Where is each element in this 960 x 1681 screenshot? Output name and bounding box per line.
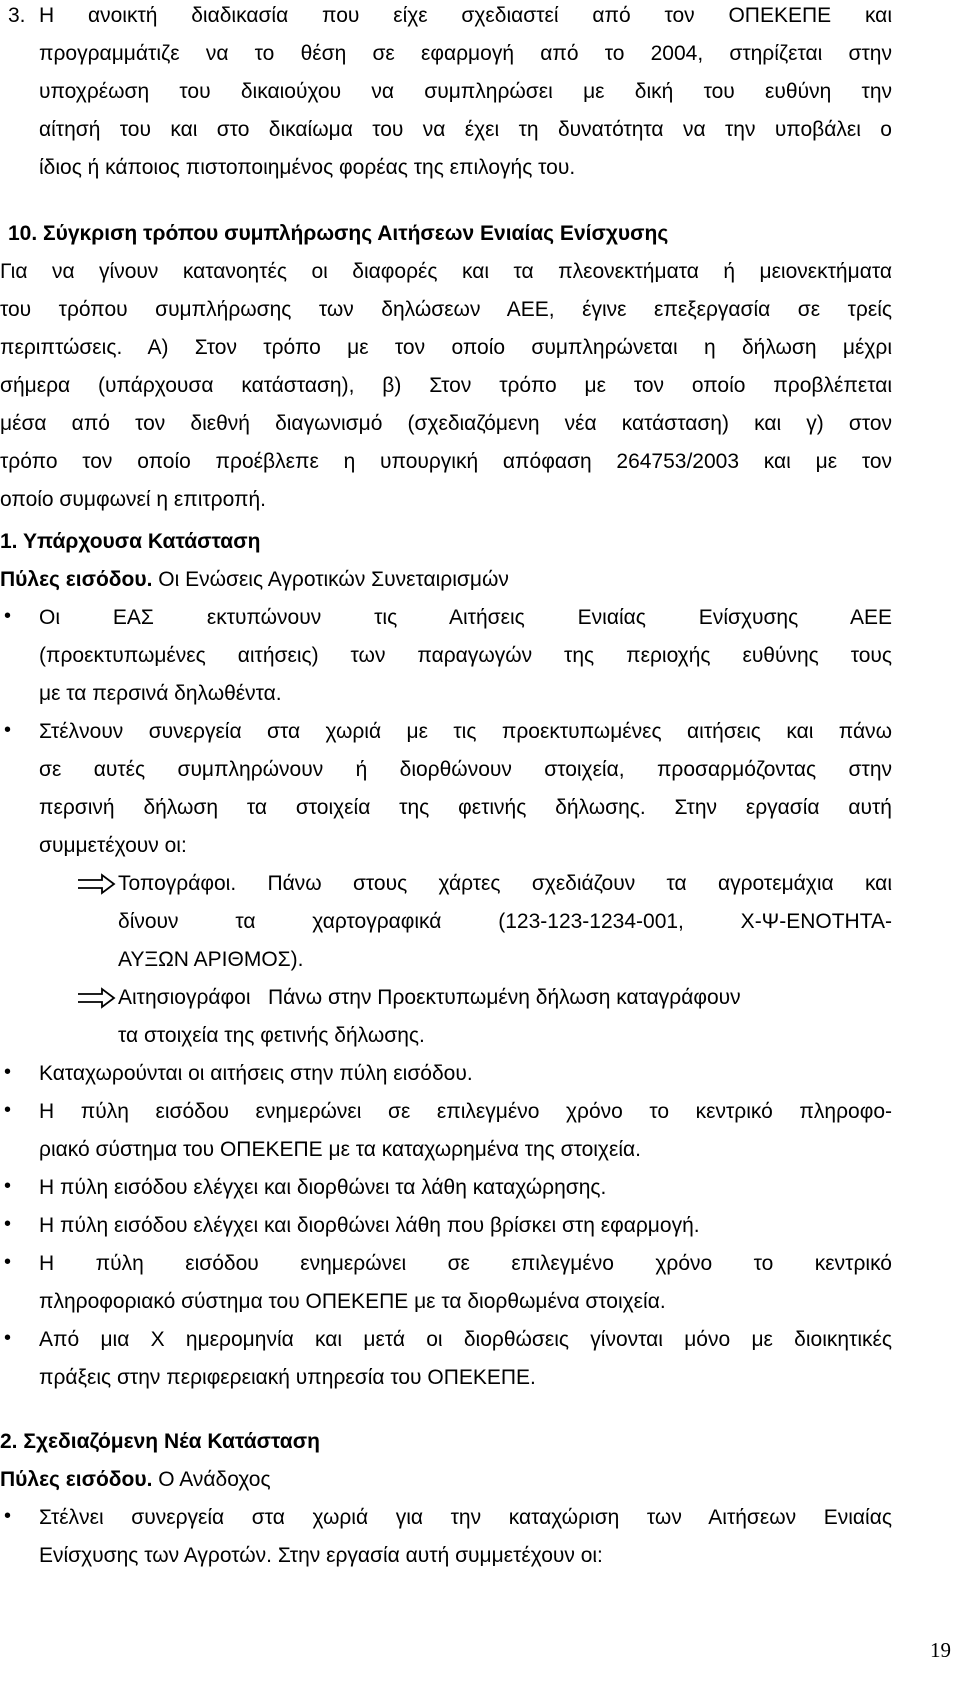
bullet-icon: •	[4, 1251, 12, 1273]
bullet-line: ριακό σύστημα του ΟΠΕΚΕΠΕ με τα καταχωρημένα της στοιχεία.	[39, 1138, 641, 1161]
gateway-value: Οι Ενώσεις Αγροτικών Συνεταιρισμών	[152, 568, 509, 591]
paragraph-line: περιπτώσεις. Α) Στον τρόπο με τον οποίο συμπληρώνεται η δήλωση μέχρι	[0, 336, 892, 359]
paragraph-line: σήμερα (υπάρχουσα κατάσταση), β) Στον τρόπο με τον οποίο προβλέπεται	[0, 374, 892, 397]
bullet-icon: •	[4, 1175, 12, 1197]
bullet-line: Στέλνει συνεργεία στα χωριά για την καταχώριση των Αιτήσεων Ενιαίας	[39, 1506, 892, 1529]
bullet-line: Οι ΕΑΣ εκτυπώνουν τις Αιτήσεις Ενιαίας Ενίσχυσης ΑΕΕ	[39, 606, 892, 629]
paragraph-line: του τρόπου συμπλήρωσης των δηλώσεων ΑΕΕ, έγινε επεξεργασία σε τρείς	[0, 298, 892, 321]
paragraph-line: τρόπο τον οποίο προέβλεπε η υπουργική απόφαση 264753/2003 και με τον	[0, 450, 892, 473]
bullet-icon: •	[4, 1327, 12, 1349]
sub-bullet-line: ΑΥΞΩΝ ΑΡΙΘΜΟΣ).	[118, 948, 304, 971]
gateway-line	[0, 568, 509, 592]
item-number: 3.	[8, 4, 26, 27]
subsection-heading: 2. Σχεδιαζόμενη Νέα Κατάσταση	[0, 1430, 320, 1453]
paragraph-line: μέσα από τον διεθνή διαγωνισμό (σχεδιαζόμενη νέα κατάσταση) και γ) στον	[0, 412, 892, 435]
bullet-icon: •	[4, 1505, 12, 1527]
gateway-line	[0, 1468, 271, 1492]
arrow-right-icon	[76, 872, 116, 896]
bullet-line: πράξεις στην περιφερειακή υπηρεσία του ΟΠΕΚΕΠΕ.	[39, 1366, 536, 1389]
subsection-heading: 1. Υπάρχουσα Κατάσταση	[0, 530, 261, 553]
bullet-line: Στέλνουν συνεργεία στα χωριά με τις προεκτυπωμένες αιτήσεις και πάνω	[39, 720, 892, 743]
bullet-line: (προεκτυπωμένες αιτήσεις) των παραγωγών της περιοχής ευθύνης τους	[39, 644, 892, 667]
intro-line: ίδιος ή κάποιος πιστοποιημένος φορέας της επιλογής του.	[39, 156, 576, 179]
bullet-icon: •	[4, 1099, 12, 1121]
bullet-line: Η πύλη εισόδου ενημερώνει σε επιλεγμένο χρόνο το κεντρικό πληροφο-	[39, 1100, 892, 1123]
bullet-line: σε αυτές συμπληρώνουν ή διορθώνουν στοιχεία, προσαρμόζοντας στην	[39, 758, 892, 781]
bullet-line: συμμετέχουν οι:	[39, 834, 187, 857]
bullet-line: Η πύλη εισόδου ενημερώνει σε επιλεγμένο χρόνο το κεντρικό	[39, 1252, 892, 1275]
intro-line: Η ανοικτή διαδικασία που είχε σχεδιαστεί από τον ΟΠΕΚΕΠΕ και	[39, 4, 892, 27]
intro-line: αίτησή του και στο δικαίωμα του να έχει τη δυνατότητα να την υποβάλει ο	[39, 118, 892, 141]
bullet-line: με τα περσινά δηλωθέντα.	[39, 682, 282, 705]
intro-line: προγραμμάτιζε να το θέση σε εφαρμογή από το 2004, στηρίζεται στην	[39, 42, 892, 65]
bullet-icon: •	[4, 605, 12, 627]
bullet-line: Η πύλη εισόδου ελέγχει και διορθώνει λάθη που βρίσκει στη εφαρμογή.	[39, 1214, 700, 1237]
bullet-icon: •	[4, 1061, 12, 1083]
bullet-line: πληροφοριακό σύστημα του ΟΠΕΚΕΠΕ με τα διορθωμένα στοιχεία.	[39, 1290, 666, 1313]
arrow-right-icon	[76, 986, 116, 1010]
bullet-icon: •	[4, 719, 12, 741]
section-heading: 10. Σύγκριση τρόπου συμπλήρωσης Αιτήσεων Ενιαίας Ενίσχυσης	[8, 222, 669, 245]
gateway-label: Πύλες εισόδου.	[0, 568, 153, 591]
bullet-line: Από μια Χ ημερομηνία και μετά οι διορθώσεις γίνονται μόνο με διοικητικές	[39, 1328, 892, 1351]
paragraph-line: οποίο συμφωνεί η επιτροπή.	[0, 488, 267, 511]
bullet-icon: •	[4, 1213, 12, 1235]
sub-bullet-line: τα στοιχεία της φετινής δήλωσης.	[118, 1024, 425, 1047]
sub-bullet-line: δίνουν τα χαρτογραφικά (123-123-1234-001, Χ-Ψ-ΕΝΟΤΗΤΑ-	[118, 910, 892, 933]
gateway-label: Πύλες εισόδου.	[0, 1468, 153, 1491]
intro-line: υποχρέωση του δικαιούχου να συμπληρώσει με δική του ευθύνη την	[39, 80, 892, 103]
bullet-line: Καταχωρούνται οι αιτήσεις στην πύλη εισόδου.	[39, 1062, 473, 1085]
sub-bullet-line: Τοπογράφοι. Πάνω στους χάρτες σχεδιάζουν τα αγροτεμάχια και	[118, 872, 892, 895]
gateway-value: Ο Ανάδοχος	[152, 1468, 271, 1491]
bullet-line: Η πύλη εισόδου ελέγχει και διορθώνει τα λάθη καταχώρησης.	[39, 1176, 607, 1199]
sub-bullet-line: Αιτησιογράφοι Πάνω στην Προεκτυπωμένη δήλωση καταγράφουν	[118, 986, 741, 1009]
paragraph-line: Για να γίνουν κατανοητές οι διαφορές και τα πλεονεκτήματα ή μειονεκτήματα	[0, 260, 892, 283]
bullet-line: περσινή δήλωση τα στοιχεία της φετινής δήλωσης. Στην εργασία αυτή	[39, 796, 892, 819]
bullet-line: Ενίσχυσης των Αγροτών. Στην εργασία αυτή συμμετέχουν οι:	[39, 1544, 603, 1567]
page-number: 19	[930, 1638, 951, 1662]
